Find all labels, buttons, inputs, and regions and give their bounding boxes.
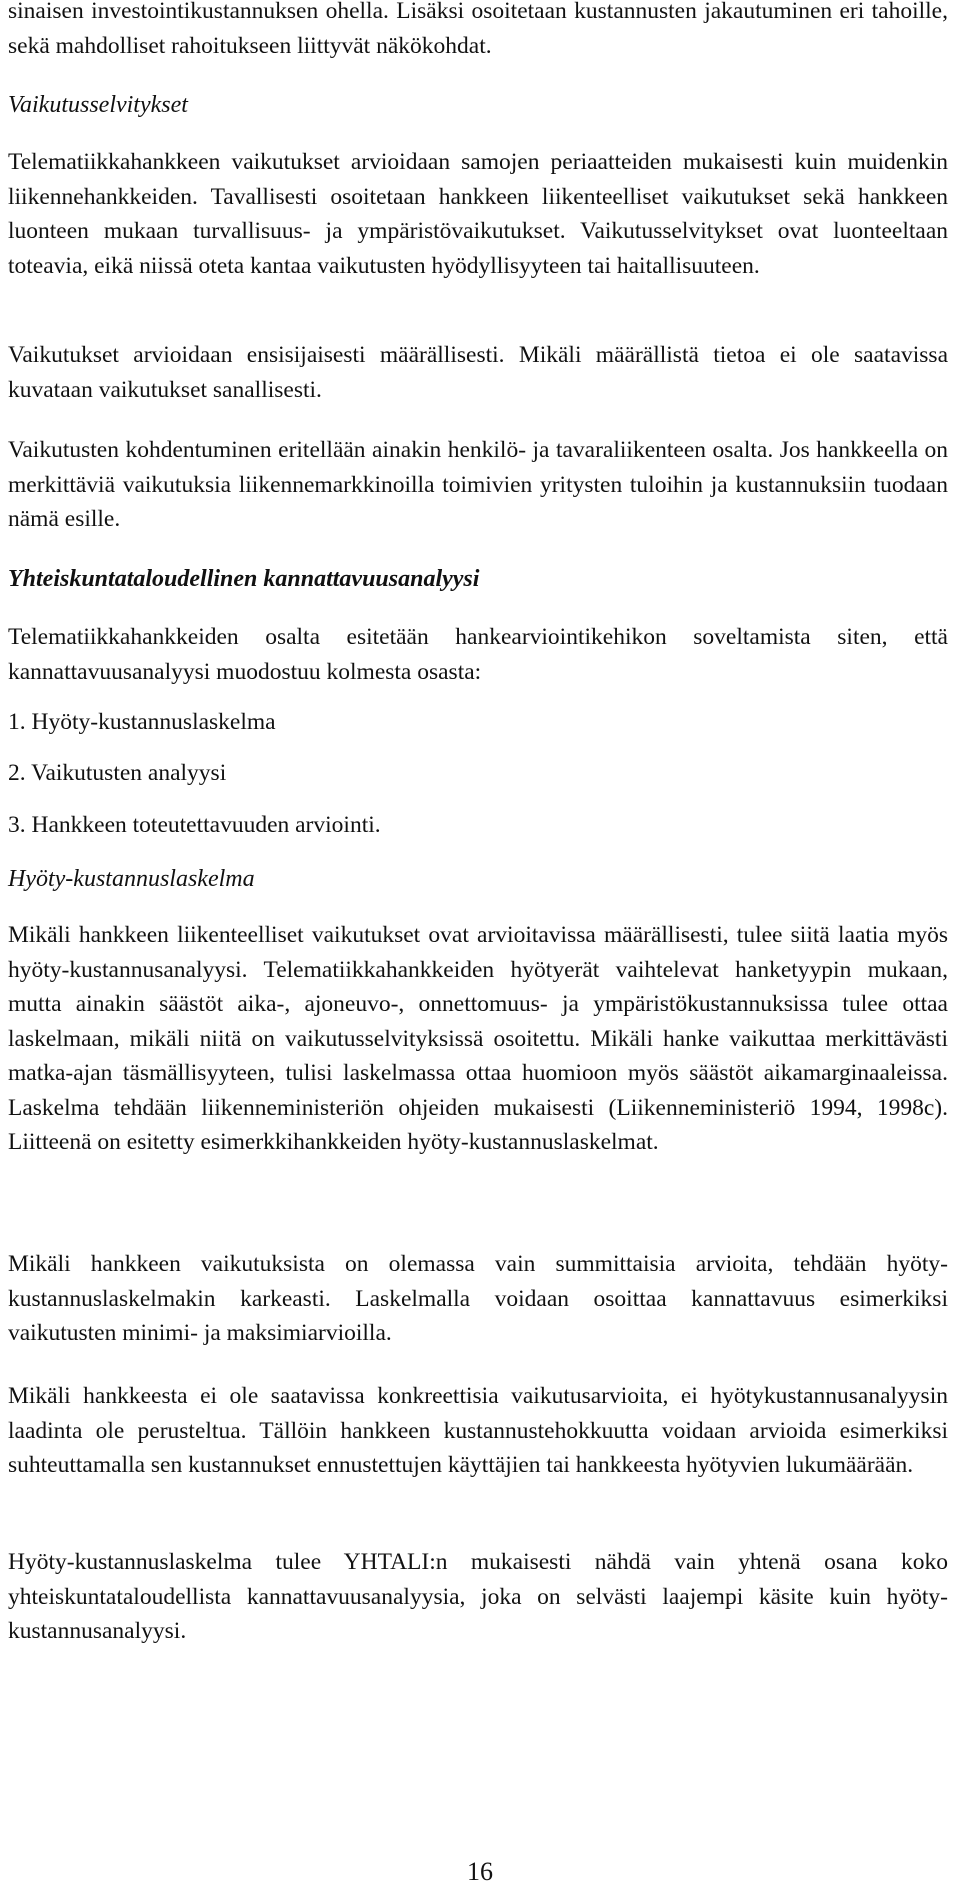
heading-hyoty-kustannuslaskelma: Hyöty-kustannuslaskelma [8, 866, 255, 892]
page-number: 16 [467, 1857, 493, 1886]
list-item-2: 2. Vaikutusten analyysi [8, 760, 227, 786]
paragraph-rough-estimates: Mikäli hankkeen vaikutuksista on olemassa vain summittaisia arvioita, tehdään hyöty-kustannuslaskelmakin karkeasti. Laskelmalla voidaan osoittaa kannattavuus esimerkiksi vaikutusten minimi- ja maksimiarvioilla. [8, 1251, 948, 1346]
paragraph-cba-calculation: Mikäli hankkeen liikenteelliset vaikutukset ovat arvioitavissa määrällisesti, tulee siitä laatia myös hyöty-kustannusanalyysi. Telematiikkahankkeiden hyötyerät vaihtelevat hanketyypin mukaan, mutta ainakin säästöt aika-, ajoneuvo-, onnettomuus- ja ympäristökustannuksissa tulee ottaa laskelmaan, mikäli niitä on vaikutusselvityksissä osoitettu. Mikäli hanke vaikuttaa merkittävästi matka-ajan täsmällisyyteen, tulisi laskelmassa ottaa huomioon myös säästöt aikamarginaaleissa. Laskelma tehdään liikenneministeriön ohjeiden mukaisesti (Liikenneministeriö 1994, 1998c). Liitteenä on esitetty esimerkkihankkeiden hyöty-kustannuslaskelmat. [8, 922, 948, 1155]
paragraph-framework: Telematiikkahankkeiden osalta esitetään hankearviointikehikon soveltamista siten, että kannattavuusanalyysi muodostuu kolmesta osasta: [8, 624, 948, 685]
paragraph-funding: sinaisen investointikustannuksen ohella. Lisäksi osoitetaan kustannusten jakautuminen eri tahoille, sekä mahdolliset rahoitukseen liittyvät näkökohdat. [8, 0, 948, 59]
list-item-3: 3. Hankkeen toteutettavuuden arviointi. [8, 812, 381, 838]
paragraph-quantitative: Vaikutukset arvioidaan ensisijaisesti määrällisesti. Mikäli määrällistä tietoa ei ole saatavissa kuvataan vaikutukset sanallisesti. [8, 342, 948, 403]
list-item-1: 1. Hyöty-kustannuslaskelma [8, 709, 276, 735]
paragraph-no-estimates: Mikäli hankkeesta ei ole saatavissa konkreettisia vaikutusarvioita, ei hyötykustannusanalyysin laadinta ole perusteltua. Tällöin hankkeen kustannustehokkuutta voidaan arvioida esimerkiksi suhteuttamalla sen kustannukset ennustettujen käyttäjien tai hankkeesta hyötyvien lukumäärään. [8, 1383, 948, 1478]
heading-vaikutusselvitykset: Vaikutusselvitykset [8, 92, 188, 118]
heading-cost-benefit-analysis: Yhteiskuntataloudellinen kannattavuusanalyysi [8, 566, 480, 592]
paragraph-targeting: Vaikutusten kohdentuminen eritellään ainakin henkilö- ja tavaraliikenteen osalta. Jos hankkeella on merkittäviä vaikutuksia liikennemarkkinoilla toimivien yritysten tuloihin ja kustannuksiin tuodaan nämä esille. [8, 437, 948, 532]
paragraph-yhtali: Hyöty-kustannuslaskelma tulee YHTALI:n mukaisesti nähdä vain yhtenä osana koko yhteiskuntataloudellista kannattavuusanalyysia, joka on selvästi laajempi käsite kuin hyöty-kustannusanalyysi. [8, 1549, 948, 1644]
paragraph-impact-assessment: Telematiikkahankkeen vaikutukset arvioidaan samojen periaatteiden mukaisesti kuin muidenkin liikennehankkeiden. Tavallisesti osoitetaan hankkeen liikenteelliset vaikutukset sekä hankkeen luonteen mukaan turvallisuus- ja ympäristövaikutukset. Vaikutusselvitykset ovat luonteeltaan toteavia, eikä niissä oteta kantaa vaikutusten hyödyllisyyteen tai haitallisuuteen. [8, 149, 948, 279]
